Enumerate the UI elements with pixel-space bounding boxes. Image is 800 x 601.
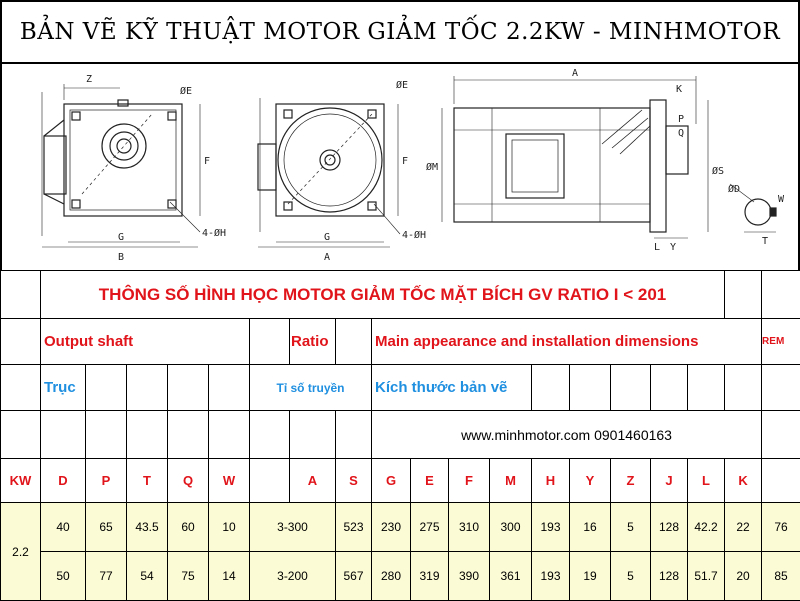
kw-value: 2.2 xyxy=(1,503,41,601)
cell-empty xyxy=(611,365,651,411)
dim-label: F xyxy=(402,156,409,167)
view-side-1 xyxy=(42,84,200,247)
table-cell: 42.2 xyxy=(688,503,725,552)
ratio-label: Ratio xyxy=(290,319,336,365)
table-cell: 275 xyxy=(411,503,449,552)
dim-label: L xyxy=(654,242,661,253)
website-contact: www.minhmotor.com 0901460163 xyxy=(372,411,762,459)
column-header xyxy=(250,459,290,503)
cell-empty xyxy=(336,411,372,459)
cell-empty xyxy=(725,365,762,411)
table-cell: 319 xyxy=(411,552,449,601)
table-cell: 523 xyxy=(336,503,372,552)
column-header: D xyxy=(41,459,86,503)
column-header: J xyxy=(651,459,688,503)
table-cell: 3-300 xyxy=(250,503,336,552)
title-bar xyxy=(0,0,800,64)
table-cell: 16 xyxy=(570,503,611,552)
column-header: Q xyxy=(168,459,209,503)
column-header: K xyxy=(725,459,762,503)
output-shaft-label: Output shaft xyxy=(41,319,250,365)
dim-label: ØE xyxy=(180,86,193,97)
cell-empty xyxy=(725,271,762,319)
table-cell: 567 xyxy=(336,552,372,601)
column-header: Y xyxy=(570,459,611,503)
drawing-svg xyxy=(2,64,798,270)
table-cell: 65 xyxy=(86,503,127,552)
cell-empty xyxy=(209,365,250,411)
cell-empty xyxy=(762,365,800,411)
table-cell: 50 xyxy=(41,552,86,601)
table-cell: 3-200 xyxy=(250,552,336,601)
dim-label: Y xyxy=(670,242,677,253)
table-cell: 5 xyxy=(611,503,651,552)
column-header: G xyxy=(372,459,411,503)
cell-empty xyxy=(532,365,570,411)
cell-empty xyxy=(168,411,209,459)
column-header: W xyxy=(209,459,250,503)
column-header: F xyxy=(449,459,490,503)
cell-empty xyxy=(688,365,725,411)
table-cell: 10 xyxy=(209,503,250,552)
truc-label: Trục xyxy=(41,365,86,411)
table-cell: 51.7 xyxy=(688,552,725,601)
table-cell: 300 xyxy=(490,503,532,552)
dim-label: 4-ØH xyxy=(402,230,427,241)
cell-empty xyxy=(1,319,41,365)
table-cell: 390 xyxy=(449,552,490,601)
dim-label: 4-ØH xyxy=(202,228,227,239)
table-cell: 230 xyxy=(372,503,411,552)
table-cell: 128 xyxy=(651,552,688,601)
dim-label: A xyxy=(572,68,579,79)
technical-drawing xyxy=(0,64,800,270)
table-cell: 77 xyxy=(86,552,127,601)
dim-label: G xyxy=(118,232,125,243)
dim-label: A xyxy=(324,252,331,263)
cell-empty xyxy=(762,411,800,459)
table-cell: 40 xyxy=(41,503,86,552)
column-header: L xyxy=(688,459,725,503)
dim-label: ØS xyxy=(712,166,725,177)
cell-empty xyxy=(168,365,209,411)
table-cell: 75 xyxy=(168,552,209,601)
table-cell: 128 xyxy=(651,503,688,552)
main-dims-label: Main appearance and installation dimensions xyxy=(372,319,762,365)
rem-label: REM xyxy=(762,319,800,365)
column-header: T xyxy=(127,459,168,503)
table-cell: 14 xyxy=(209,552,250,601)
view-side-2 xyxy=(442,76,708,238)
column-header xyxy=(762,459,800,503)
dim-label: P xyxy=(678,114,685,125)
dim-label: T xyxy=(762,236,769,247)
table-cell: 60 xyxy=(168,503,209,552)
table-cell: 361 xyxy=(490,552,532,601)
dim-label: ØM xyxy=(426,162,439,173)
dim-label: F xyxy=(204,156,211,167)
table-cell: 19 xyxy=(570,552,611,601)
dim-label: Z xyxy=(86,74,93,85)
kich-thuoc-label: Kích thước bản vẽ xyxy=(372,365,532,411)
table-cell: 43.5 xyxy=(127,503,168,552)
cell-empty xyxy=(86,365,127,411)
cell-empty xyxy=(127,365,168,411)
table-cell: 22 xyxy=(725,503,762,552)
dim-label: G xyxy=(324,232,331,243)
column-header: A xyxy=(290,459,336,503)
table-cell: 310 xyxy=(449,503,490,552)
cell-empty xyxy=(209,411,250,459)
cell-empty xyxy=(127,411,168,459)
cell-empty xyxy=(86,411,127,459)
cell-empty xyxy=(651,365,688,411)
dim-label: W xyxy=(778,194,785,205)
cell-empty xyxy=(250,411,290,459)
table-cell: 193 xyxy=(532,552,570,601)
dim-label: ØE xyxy=(396,80,409,91)
column-header: P xyxy=(86,459,127,503)
cell-empty xyxy=(336,319,372,365)
cell-empty xyxy=(1,271,41,319)
cell-empty xyxy=(290,411,336,459)
page-title: BẢN VẼ KỸ THUẬT MOTOR GIẢM TỐC 2.2KW - MINHMOTOR xyxy=(19,19,781,45)
column-header: H xyxy=(532,459,570,503)
column-header: E xyxy=(411,459,449,503)
table-cell: 20 xyxy=(725,552,762,601)
cell-empty xyxy=(41,411,86,459)
table-cell: 54 xyxy=(127,552,168,601)
table-cell: 76 xyxy=(762,503,800,552)
cell-empty xyxy=(1,365,41,411)
table-cell: 85 xyxy=(762,552,800,601)
column-header: M xyxy=(490,459,532,503)
cell-empty xyxy=(1,411,41,459)
column-header: Z xyxy=(611,459,651,503)
cell-empty xyxy=(250,319,290,365)
table-cell: 280 xyxy=(372,552,411,601)
cell-empty xyxy=(570,365,611,411)
ti-so-label: Tỉ số truyền xyxy=(250,365,372,411)
dim-label: K xyxy=(676,84,683,95)
dim-label: Q xyxy=(678,128,685,139)
dim-label: B xyxy=(118,252,125,263)
spec-table xyxy=(0,270,800,601)
table-cell: 193 xyxy=(532,503,570,552)
column-header: KW xyxy=(1,459,41,503)
dim-label: ØD xyxy=(728,184,741,195)
column-header: S xyxy=(336,459,372,503)
view-front xyxy=(258,98,400,247)
table-cell: 5 xyxy=(611,552,651,601)
table-heading: THÔNG SỐ HÌNH HỌC MOTOR GIẢM TỐC MẶT BÍCH GV RATIO I < 201 xyxy=(41,271,725,319)
cell-empty xyxy=(762,271,800,319)
